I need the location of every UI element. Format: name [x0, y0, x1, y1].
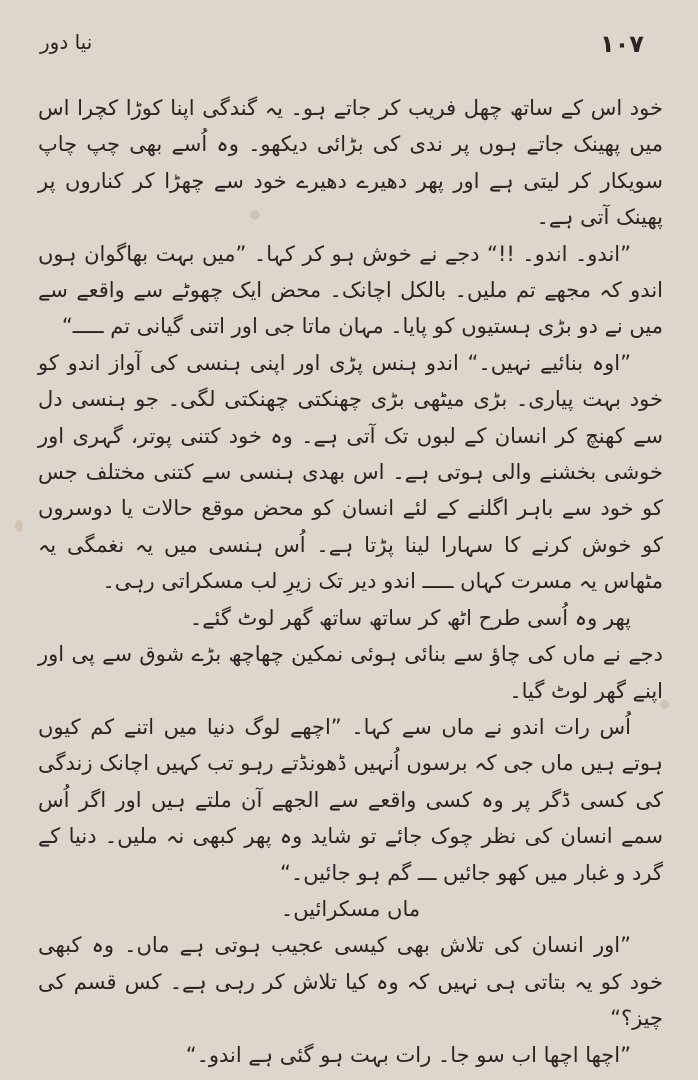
paragraph: خود اس کے ساتھ چھل فریب کر جاتے ہو۔ یہ گندگی اپنا کوڑا کچرا اس میں پھینک جاتے ہوں پر ندی کی بڑائی دیکھو۔ وہ اُسے بھی چپ چاپ سویکار کر لیتی ہے اور پھر دھیرے دھیرے خود سے چھڑا کر کناروں پر پھینک آتی ہے۔: [38, 96, 663, 230]
running-title: نیا دور: [40, 30, 93, 54]
page-body: [38, 90, 663, 1073]
paragraph: ماں مسکرائیں۔: [280, 896, 421, 921]
paragraph: ”اچھا اچھا اب سو جا۔ رات بہت ہو گئی ہے اندو۔“: [185, 1042, 631, 1067]
paragraph: دجے نے ماں کی چاؤ سے بنائی ہوئی نمکین چھاچھ بڑے شوق سے پی اور اپنے گھر لوٹ گیا۔: [38, 642, 663, 703]
paragraph: ”اندو۔ اندو۔ !!“ دجے نے خوش ہو کر کہا۔ ”میں بہت بھاگوان ہوں اندو کہ مجھے تم ملیں۔ بالکل اچانک۔ محض ایک چھوٹے سے واقعے سے میں نے دو بڑی ہستیوں کو پایا۔ مہان ماتا جی اور اتنی گیانی تم ـــــ“: [38, 241, 663, 339]
page-number: ۱۰۷: [600, 30, 644, 58]
paragraph: پھر وہ اُسی طرح اٹھ کر ساتھ ساتھ گھر لوٹ گئے۔: [189, 605, 631, 630]
paragraph: ”اور انسان کی تلاش بھی کیسی عجیب ہوتی ہے ماں۔ وہ کبھی خود کو یہ بتاتی ہی نہیں کہ وہ کیا تلاش کر رہی ہے۔ کس قسم کی چیز؟“: [38, 933, 663, 1031]
paper-stain: [15, 520, 23, 532]
paragraph: ”اوہ بنائیے نہیں۔“ اندو ہنس پڑی اور اپنی ہنسی کی آواز اندو کو خود بہت پیاری۔ بڑی میٹھی بڑی چھنکتی چھنکتی لگی۔ جو ہنسی دل سے کھنچ کر انسان کے لبوں تک آتی ہے۔ وہ خود کتنی پوتر، گہری اور خوشی بخشنے والی ہوتی ہے۔ اس بھدی ہنسی سے کتنی مختلف جس کو خود سے باہر اگلنے کے لئے انسان کو محض موقع حالات یا دوسروں کو خوش کرنے کا سہارا لینا پڑتا ہے۔ اُس ہنسی میں یہ نغمگی یہ مٹھاس یہ مسرت کہاں ـــــ اندو دیر تک زیرِ لب مسکراتی رہی۔: [38, 350, 663, 594]
paragraph: اُس رات اندو نے ماں سے کہا۔ ”اچھے لوگ دنیا میں اتنے کم کیوں ہوتے ہیں ماں جی کہ برسوں اُنہیں ڈھونڈتے رہو تب کہیں اچانک زندگی کی کسی ڈگر پر وہ کسی واقعے سے الجھے آن ملتے ہیں اور اگر اُس سمے انسان کی نظر چوک جائے تو شاید وہ پھر کبھی نہ ملیں۔ دنیا کے گرد و غبار میں کھو جائیں ـــ گم ہو جائیں۔“: [38, 714, 663, 885]
